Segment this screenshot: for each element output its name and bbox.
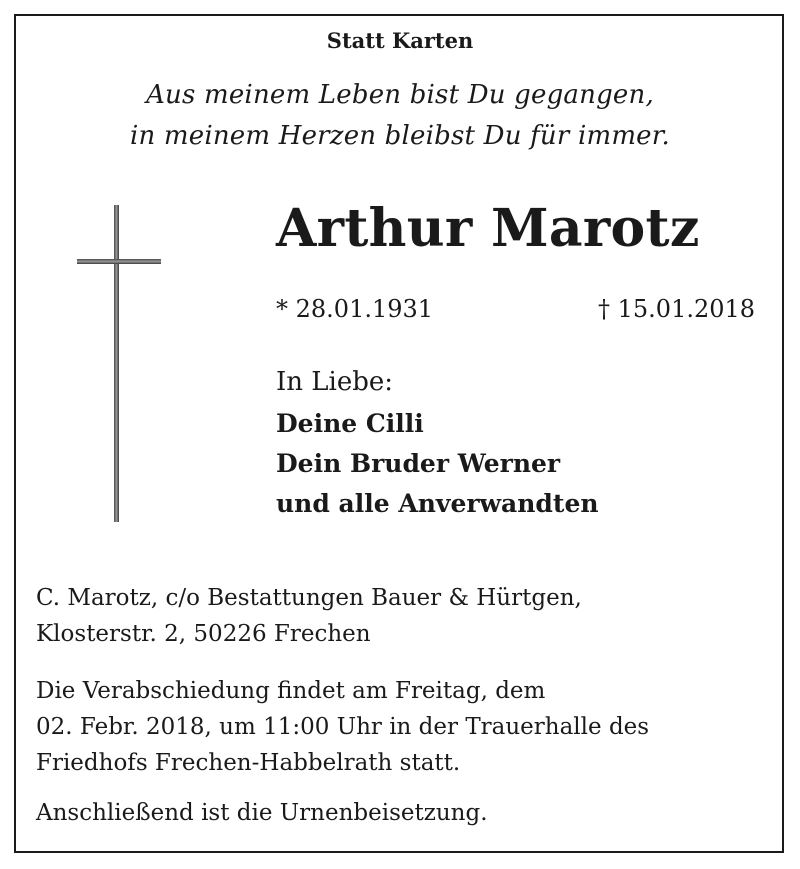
signatory: Dein Bruder Werner [276, 449, 561, 478]
in-love-label: In Liebe: [276, 367, 394, 397]
ceremony-line-1: Die Verabschiedung findet am Freitag, dem [36, 678, 546, 704]
quote-line-1: Aus meinem Leben bist Du gegangen, [146, 80, 654, 110]
signatory: und alle Anverwandten [276, 489, 599, 518]
notice-header: Statt Karten [326, 28, 474, 53]
urn-burial-note: Anschließend ist die Urnenbeisetzung. [36, 800, 488, 826]
quote-line-2: in meinem Herzen bleibst Du für immer. [129, 121, 671, 151]
ceremony-line-3: Friedhofs Frechen-Habbelrath statt. [36, 750, 461, 776]
cross-icon [60, 195, 180, 530]
ceremony-line-2: 02. Febr. 2018, um 11:00 Uhr in der Trauerhalle des [36, 714, 650, 740]
deceased-name: Arthur Marotz [276, 198, 700, 259]
signatory: Deine Cilli [276, 409, 424, 438]
death-date: † 15.01.2018 [598, 295, 756, 323]
address-line-1: C. Marotz, c/o Bestattungen Bauer & Hürtgen, [36, 585, 582, 611]
birth-date: * 28.01.1931 [276, 295, 434, 323]
address-line-2: Klosterstr. 2, 50226 Frechen [36, 621, 371, 647]
